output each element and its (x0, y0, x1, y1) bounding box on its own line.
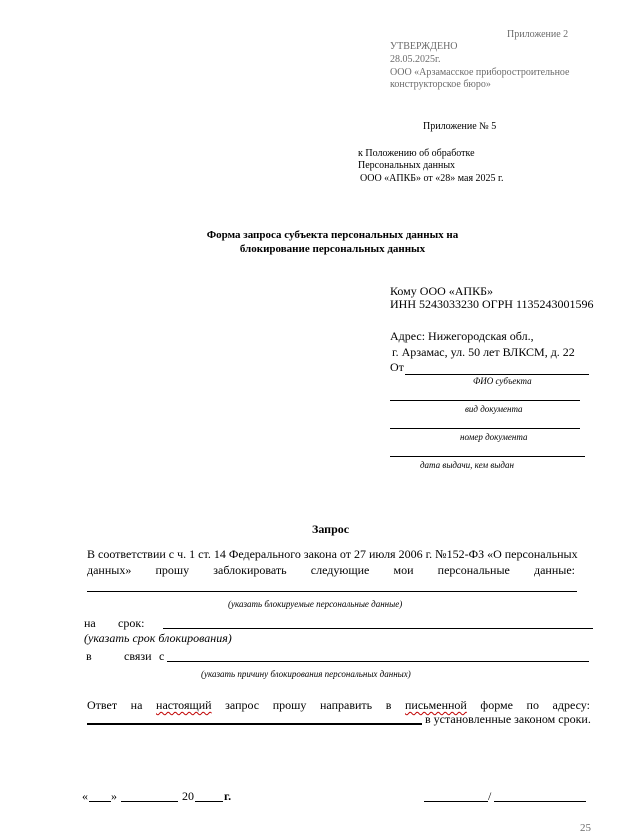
word: на (130, 698, 143, 712)
word: в (385, 698, 392, 712)
reason-svyazi: связи (124, 649, 152, 663)
addressee-to: Кому ООО «АПКБ» (390, 284, 493, 298)
word: прошу (155, 563, 190, 577)
word: прошу (272, 698, 307, 712)
word: форме (480, 698, 513, 712)
word: направить (319, 698, 373, 712)
request-heading: Запрос (312, 522, 350, 536)
month-line (121, 801, 178, 802)
word: запрос (225, 698, 260, 712)
word: следующие (310, 563, 370, 577)
addressee-address-line1: Адрес: Нижегородская обл., (390, 329, 534, 343)
word: письменной (405, 698, 467, 712)
word: мои (393, 563, 414, 577)
name-line (494, 801, 586, 802)
reason-line (167, 661, 589, 662)
year-line (195, 801, 223, 802)
attachment-line2: Персональных данных (358, 160, 456, 171)
attachment-line3: ООО «АПКБ» от «28» мая 2025 г. (360, 173, 504, 184)
year-prefix: 20 (182, 789, 194, 803)
hint-doc-type: вид документа (465, 404, 523, 414)
attachment-title: Приложение № 5 (423, 121, 497, 132)
approval-appendix: Приложение 2 (507, 29, 569, 40)
approval-stamp: УТВЕРЖДЕНО (390, 41, 458, 52)
request-para-line2 (87, 564, 575, 576)
word: заблокировать (213, 563, 287, 577)
form-title-line2: блокирование персональных данных (239, 243, 426, 255)
doc-number-line (390, 428, 580, 429)
reason-v: в (86, 649, 92, 663)
hint-doc-number: номер документа (460, 432, 528, 442)
word: данных» (87, 563, 132, 577)
word: по (526, 698, 539, 712)
term-na: на (84, 616, 96, 630)
addressee-address-line2: г. Арзамас, ул. 50 лет ВЛКСМ, д. 22 (392, 345, 575, 359)
addressee-ids: ИНН 5243033230 ОГРН 1135243001596 (390, 297, 594, 311)
approval-date: 28.05.2025г. (390, 54, 441, 65)
reply-line1 (87, 699, 590, 711)
day-line (89, 801, 111, 802)
approval-org-line2: конструкторское бюро» (390, 79, 491, 90)
request-para-line1: В соответствии с ч. 1 ст. 14 Федерального закона от 27 июля 2006 г. №152-ФЗ «О персональных (87, 547, 578, 561)
hint-issue: дата выдачи, кем выдан (420, 460, 514, 470)
word: адресу: (552, 698, 590, 712)
fio-line (405, 374, 589, 375)
word: настоящий (156, 698, 212, 712)
signature-line (424, 801, 488, 802)
date-close-quote: » (111, 789, 117, 803)
reply-end: в установленные законом сроки. (425, 712, 591, 726)
doc-type-line (390, 400, 580, 401)
form-title-line1: Форма запроса субъекта персональных данных на (206, 229, 459, 241)
hint-data: (указать блокируемые персональные данные) (228, 599, 403, 609)
from-label: От (390, 360, 404, 374)
year-suffix: г. (224, 789, 232, 803)
hint-term: (указать срок блокирования) (84, 631, 232, 645)
reason-s: с (159, 649, 165, 663)
term-srok: срок: (118, 616, 145, 630)
signature-slash: / (488, 789, 492, 803)
word: данные: (533, 563, 575, 577)
page-number: 25 (580, 822, 591, 834)
data-line (87, 591, 577, 592)
hint-reason: (указать причину блокирования персональных данных) (201, 669, 411, 679)
attachment-line1: к Положению об обработке (358, 148, 475, 159)
approval-org-line1: ООО «Арзамасское приборостроительное (390, 67, 570, 78)
hint-fio: ФИО субъекта (473, 376, 532, 386)
reply-address-line (87, 723, 422, 725)
issue-line (390, 456, 585, 457)
word: Ответ (87, 698, 118, 712)
word: персональные (437, 563, 510, 577)
term-line (163, 628, 593, 629)
date-open-quote: « (82, 789, 88, 803)
